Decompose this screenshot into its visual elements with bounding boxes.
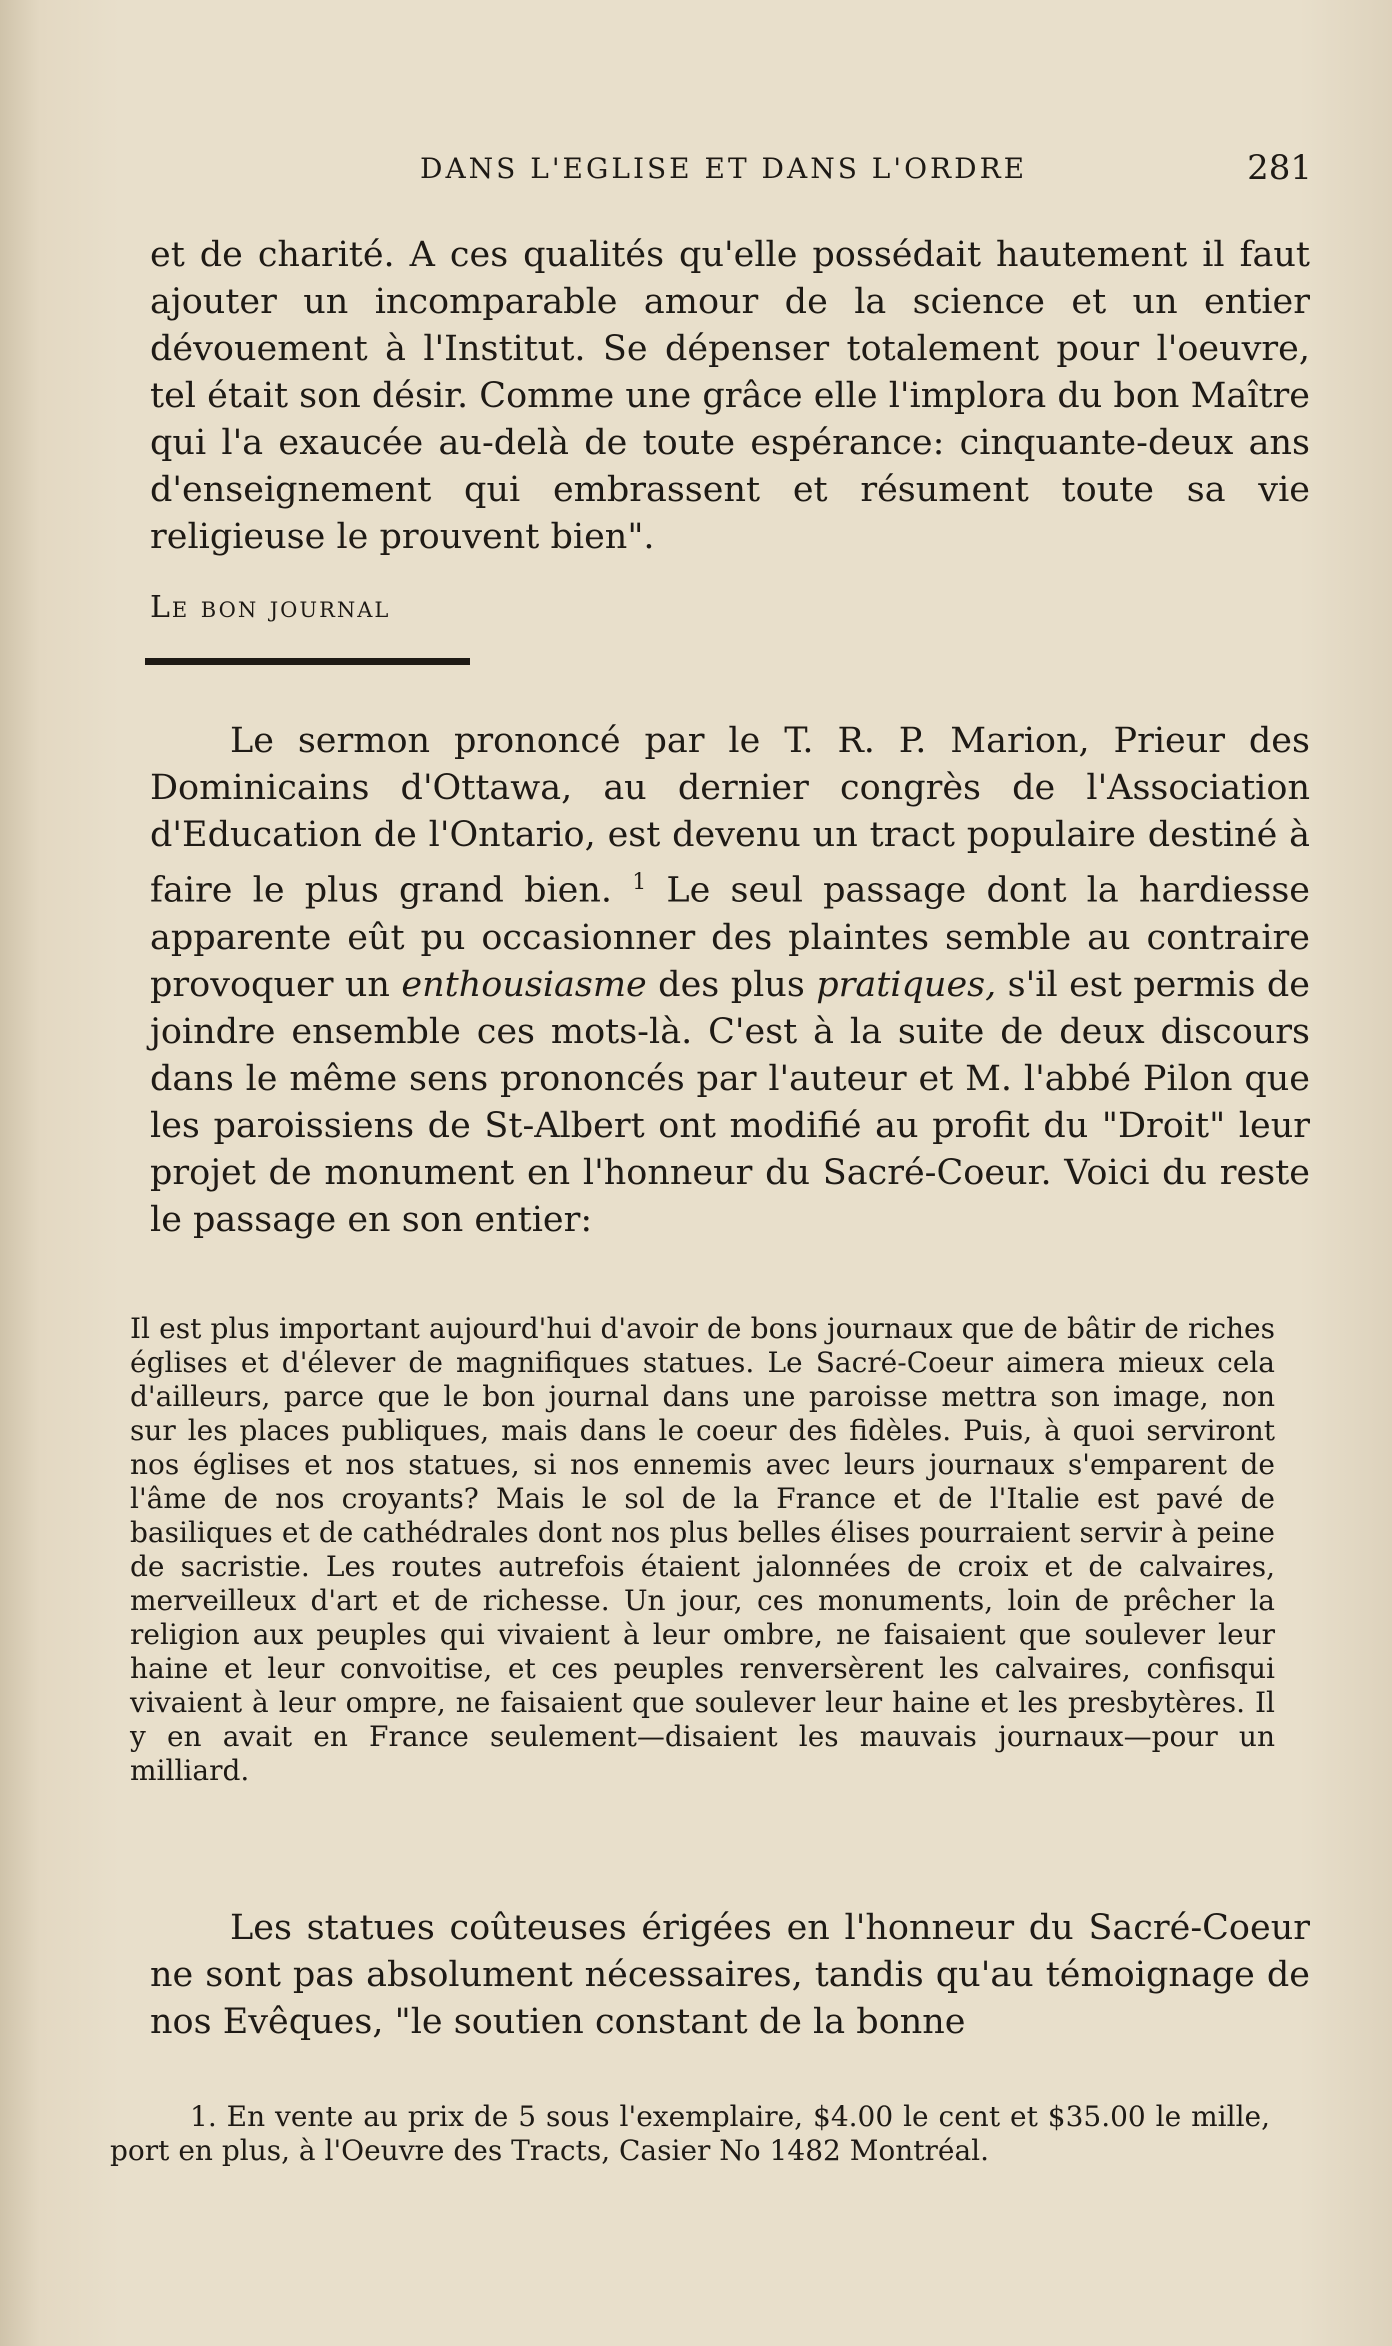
paragraph-statues: Les statues coûteuses érigées en l'honneur du Sacré-Coeur ne sont pas absolument nécessaires, tandis qu'au témoignage de nos Evêques, "le soutien constant de la bonne [150, 1908, 1310, 2042]
italic-word: enthousiasme [401, 964, 647, 1005]
running-head: DANS L'EGLISE ET DANS L'ORDRE [420, 152, 1028, 185]
paragraph-sermon [150, 718, 1310, 1244]
block-quotation: Il est plus important aujourd'hui d'avoir de bons journaux que de bâtir de riches églises et d'élever de magnifiques statues. Le Sacré-Coeur aimera mieux cela d'ailleurs, parce que le bon journal dans une paroisse mettra son image, non sur les places publiques, mais dans le coeur des fidèles. Puis, à quoi serviront nos églises et nos statues, si nos ennemis avec leurs journaux s'emparent de l'âme de nos croyants? Mais le sol de la France et de l'Italie est pavé de basiliques et de cathédrales dont nos plus belles élises pourraient servir à peine de sacristie. Les routes autrefois étaient jalonnées de croix et de calvaires, merveilleux d'art et de richesse. Un jour, ces monuments, loin de prêcher la religion aux peuples qui vivaient à leur ombre, ne faisaient que soulever leur haine et leur convoitise, et ces peuples renversèrent les calvaires, confisqui vivaient à leur ompre, ne faisaient que soulever leur haine et les presbytères. Il y en avait en France seulement—disaient les mauvais journaux—pour un milliard. [130, 1312, 1275, 1787]
page-number: 281 [1247, 148, 1312, 188]
paragraph-text: des plus [646, 964, 817, 1005]
italic-word: pratiques, [816, 964, 997, 1005]
section-underline [145, 658, 470, 665]
footnote-reference: 1 [632, 870, 647, 895]
paragraph-text: Le sermon prononcé par le T. R. P. Marion, Prieur des Dominicains d'Ottawa, au dernier congrès de l'Association d'Education de l'Ontario, est devenu un tract populaire destiné à faire le plus grand bien. [150, 721, 1310, 911]
footnote: 1. En vente au prix de 5 sous l'exemplaire, $4.00 le cent et $35.00 le mille, port en plus, à l'Oeuvre des Tracts, Casier No 1482 Montréal. [110, 2100, 1270, 2167]
footnote-divider [150, 2088, 1310, 2089]
continued-paragraph: et de charité. A ces qualités qu'elle possédait hautement il faut ajouter un incomparable amour de la science et un entier dévouement à l'Institut. Se dépenser totalement pour l'oeuvre, tel était son désir. Comme une grâce elle l'implora du bon Maître qui l'a exaucée au-delà de toute espérance: cinquante-deux ans d'enseignement qui embrassent et résument toute sa vie religieuse le prouvent bien". [150, 235, 1310, 557]
section-title: Le bon journal [150, 590, 391, 625]
page-header [0, 148, 1392, 198]
paragraph-text: Le seul passage dont la hardiesse apparente eût pu occasionner des plaintes semble au contraire provoquer un [150, 870, 1310, 1005]
paragraph-text: s'il est permis de joindre ensemble ces mots-là. C'est à la suite de deux discours dans le même sens prononcés par l'auteur et M. l'abbé Pilon que les paroissiens de St-Albert ont modifié au profit du "Droit" leur projet de monument en l'honneur du Sacré-Coeur. Voici du reste le passage en son entier: [150, 964, 1310, 1240]
